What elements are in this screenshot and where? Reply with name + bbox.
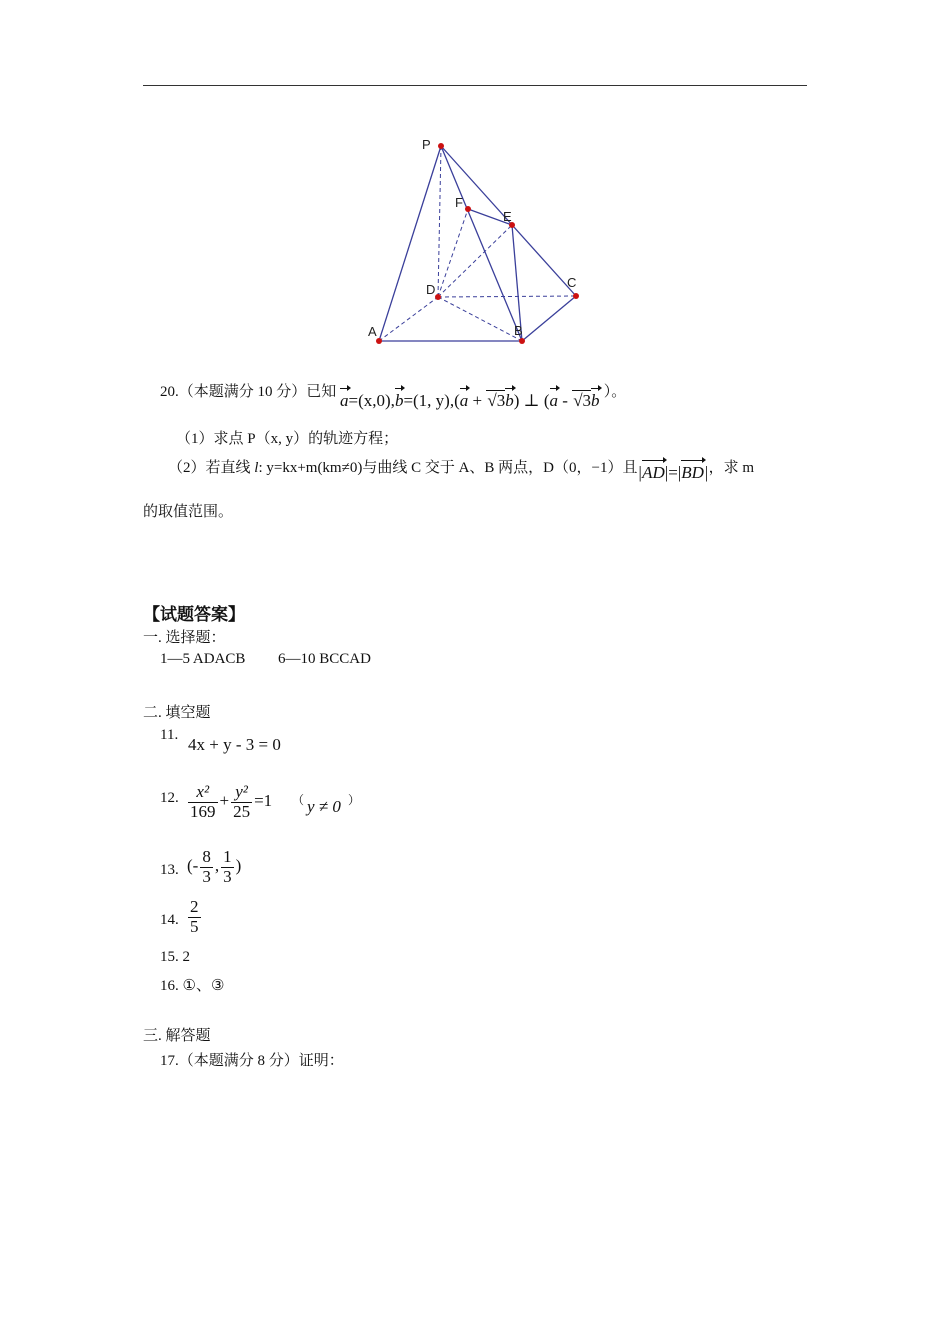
abs-equal: |=| (664, 463, 682, 482)
answer-12-expr (186, 783, 272, 821)
edge-DF (438, 209, 468, 297)
answer-12-cond-open: （ (292, 793, 305, 807)
vector-a: a (459, 391, 469, 410)
frac-denominator: 169 (190, 801, 216, 821)
q20-intro: 20.（本题满分 10 分）已知 (160, 384, 337, 400)
mc-answers-2: 6—10 BCCAD (278, 651, 371, 667)
q20-cond-part: ( (454, 391, 460, 410)
answer-13-num: 13. (160, 862, 179, 878)
vector-AD: AD (642, 463, 665, 482)
edge-DC (438, 296, 576, 297)
comma: , (214, 856, 220, 876)
q20-part2-cont: 的取值范围。 (143, 504, 234, 520)
edge-DB (438, 297, 522, 341)
frac-numerator: 2 (190, 897, 199, 916)
q20-condition (340, 391, 604, 410)
point-P (438, 143, 444, 149)
vector-a: a (340, 391, 349, 410)
point-B (519, 338, 525, 344)
vector-a: a (549, 391, 559, 410)
frac-2-5 (188, 898, 201, 936)
answer-16: 16. ①、③ (160, 978, 225, 994)
equals-one: =1 (254, 791, 273, 811)
label-E: E (503, 209, 512, 224)
edge-AD (379, 297, 438, 341)
section-choice: 一. 选择题： (143, 630, 226, 646)
answer-12-cond-close: ） (348, 793, 361, 807)
frac-y2-25 (231, 783, 252, 821)
label-B: B (514, 323, 523, 338)
vector-BD: BD (681, 463, 704, 482)
vector-b: b (505, 391, 514, 410)
label-P: P (422, 137, 431, 152)
q20-part2-text: : y=kx+m(km≠0)与曲线 C 交于 A、B 两点，D（0，−1）且 (258, 460, 638, 476)
paren-open: (- (187, 856, 199, 876)
q20-cond-part: - (558, 391, 573, 410)
pyramid-figure (360, 130, 590, 355)
plus-sign: + (219, 791, 230, 811)
abs-bar: | (703, 463, 709, 482)
q20-part2 (168, 456, 755, 482)
answer-13-expr (187, 848, 241, 886)
answer-15: 15. 2 (160, 949, 190, 965)
answer-14-num: 14. (160, 912, 179, 928)
answer-14-expr (186, 898, 203, 936)
frac-numerator: x² (196, 782, 210, 801)
q20-cond-part: =(x,0), (348, 391, 395, 410)
q20-cond-part: =(1, y), (403, 391, 455, 410)
sqrt-3: √3 (573, 391, 592, 410)
edge-BC (522, 296, 576, 341)
pyramid-diagram (360, 130, 590, 355)
answer-12-cond: y ≠ 0 (307, 797, 341, 816)
frac-denominator: 3 (223, 866, 232, 886)
frac-numerator: y² (235, 782, 248, 801)
q20-abs-condition (637, 463, 708, 482)
point-F (465, 206, 471, 212)
frac-numerator: 1 (223, 847, 232, 866)
line-l: l (254, 460, 259, 476)
edge-PD (438, 146, 441, 297)
point-C (573, 293, 579, 299)
point-D (435, 294, 441, 300)
frac-denominator: 5 (190, 916, 199, 936)
vector-b: b (591, 391, 600, 410)
label-C: C (567, 275, 577, 290)
edge-PB (441, 146, 522, 341)
frac-1-3 (221, 848, 234, 886)
frac-8-3 (200, 848, 213, 886)
answers-title: 【试题答案】 (143, 605, 245, 624)
q20-end: ）。 (603, 384, 627, 400)
frac-numerator: 8 (202, 847, 211, 866)
label-A: A (368, 324, 377, 339)
frac-x2-169 (188, 783, 218, 821)
q20-cond-part: ) ⊥ ( (513, 391, 550, 410)
sqrt-3: √3 (487, 391, 506, 410)
mc-answers-1: 1—5 ADACB (160, 651, 246, 667)
frac-denominator: 3 (202, 866, 211, 886)
frac-denominator: 25 (233, 801, 251, 821)
answer-17: 17.（本题满分 8 分）证明： (160, 1053, 344, 1069)
answer-11-num: 11. (160, 727, 179, 743)
answer-12-num: 12. (160, 790, 179, 806)
paren-close: ) (235, 856, 242, 876)
q20-cond-part: + (468, 391, 487, 410)
point-A (376, 338, 382, 344)
section-fill: 二. 填空题 (143, 705, 211, 721)
q20-part1: （1）求点 P（x, y）的轨迹方程； (176, 431, 399, 447)
label-F: F (455, 195, 463, 210)
header-rule (143, 85, 807, 86)
abs-bar: | (637, 463, 643, 482)
section-solve: 三. 解答题 (143, 1028, 211, 1044)
q20-part2-text: ，求 m (708, 460, 755, 476)
q20-statement (160, 380, 627, 410)
q20-part2-text: （2）若直线 (168, 460, 255, 476)
label-D: D (426, 282, 436, 297)
vector-b: b (394, 391, 404, 410)
edge-PA (379, 146, 441, 341)
answer-11-expr: 4x + y - 3 = 0 (188, 735, 281, 754)
edge-DE (438, 225, 512, 297)
